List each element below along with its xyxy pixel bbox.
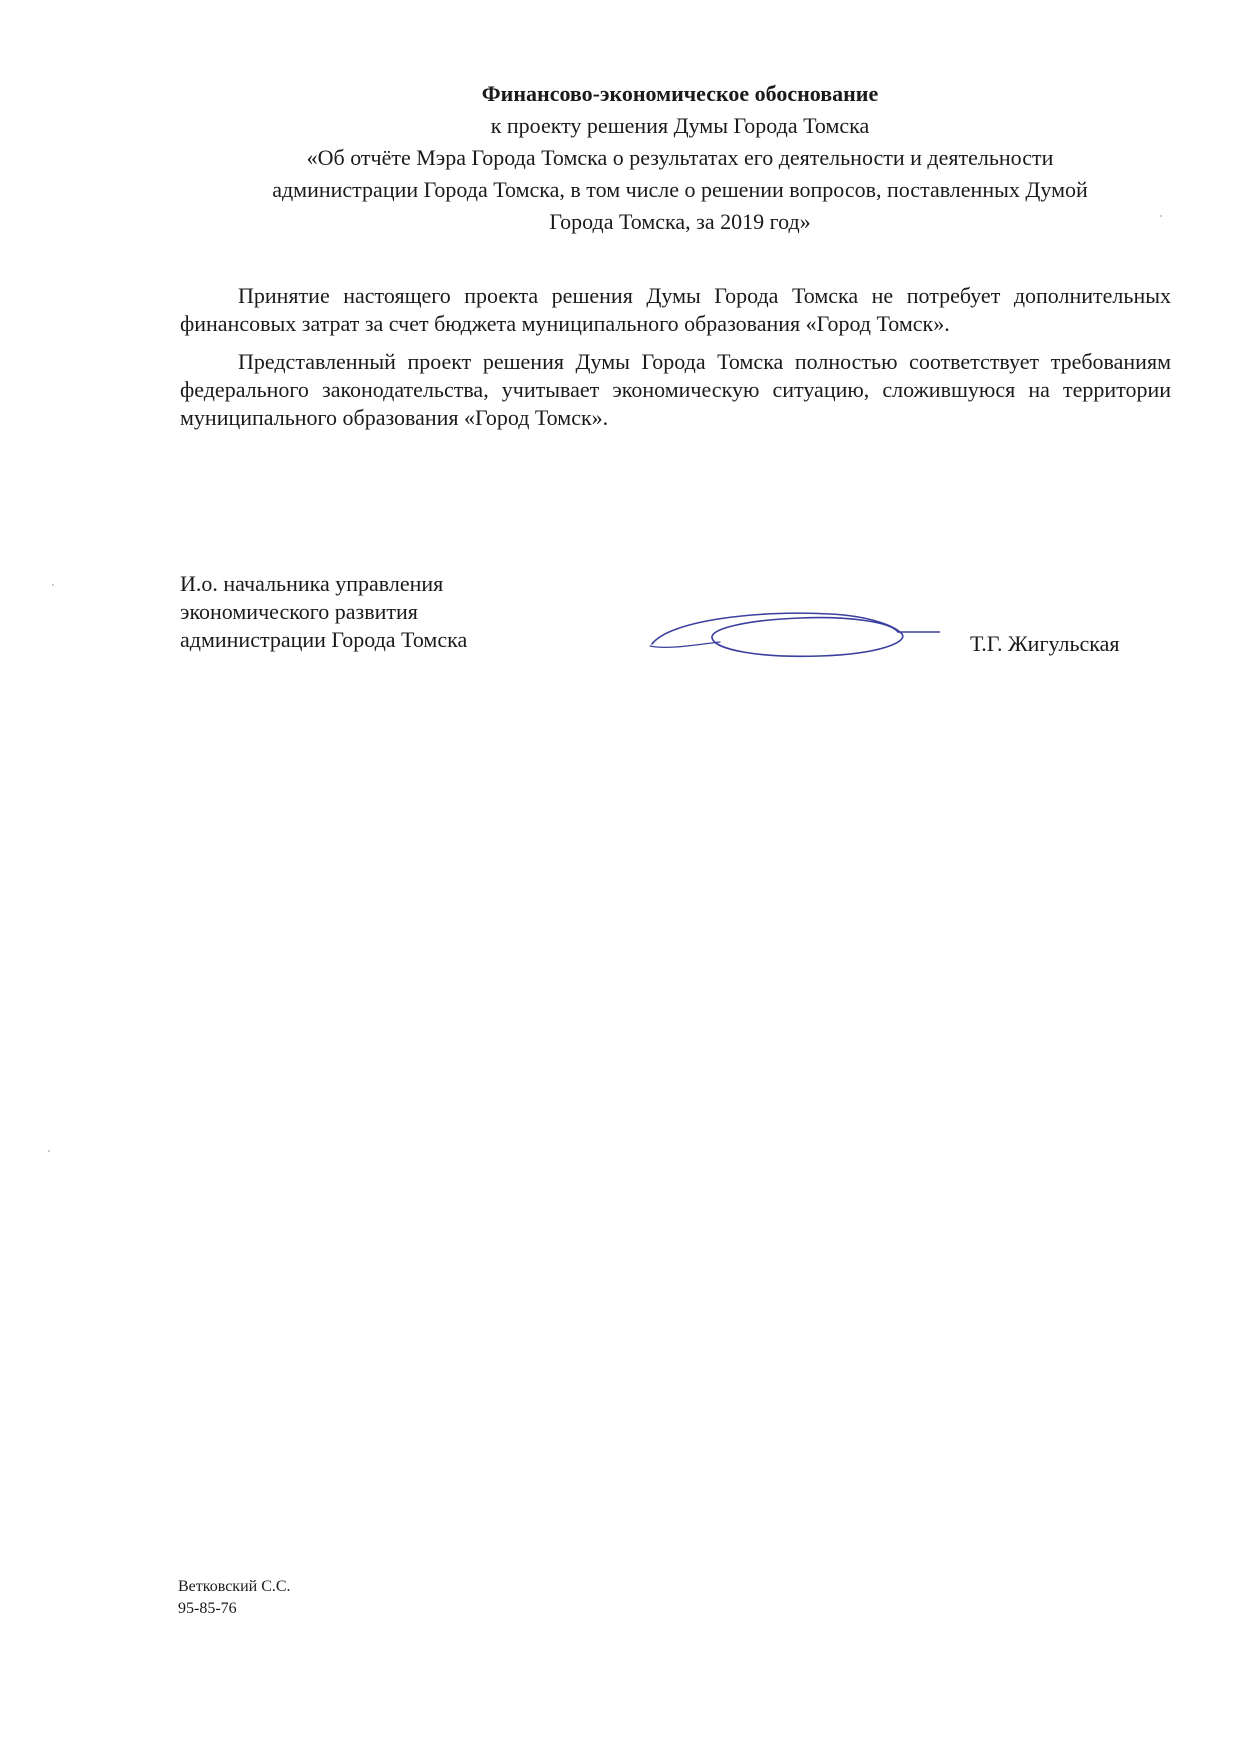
document-title: Финансово-экономическое обоснование (481, 81, 879, 106)
contact-phone: 95-85-76 (178, 1600, 237, 1617)
body-paragraph: Принятие настоящего проекта решения Думы Города Томска не потребует дополнительных финансовых затрат за счет бюджета муниципального образования «Город Томск». (180, 283, 1171, 336)
document-header (180, 78, 1180, 238)
signer-position (180, 570, 467, 654)
contact-info (178, 1576, 291, 1620)
signer-name: Т.Г. Жигульская (970, 631, 1120, 656)
document-body (180, 282, 1171, 442)
subtitle-line: Города Томска, за 2019 год» (549, 209, 811, 234)
contact-author: Ветковский С.С. (178, 1578, 291, 1595)
position-line: администрации Города Томска (180, 627, 468, 652)
signature-stroke (650, 642, 720, 647)
signature-stroke (652, 613, 940, 656)
position-line: И.о. начальника управления (180, 571, 444, 596)
position-line: экономического развития (180, 599, 418, 624)
subtitle-line: к проекту решения Думы Города Томска (490, 113, 870, 138)
handwritten-signature (640, 602, 940, 662)
scan-speck (48, 1150, 50, 1152)
signature-block (180, 570, 1180, 690)
scan-speck (52, 584, 54, 586)
subtitle-line: «Об отчёте Мэра Города Томска о результатах его деятельности и деятельности (306, 145, 1054, 170)
subtitle-line: администрации Города Томска, в том числе о решении вопросов, поставленных Думой (272, 177, 1088, 202)
body-paragraph: Представленный проект решения Думы Города Томска полностью соответствует требованиям федерального законодательства, учитывает экономическую ситуацию, сложившуюся на территории муниципального образования «Город Томск». (180, 349, 1171, 430)
